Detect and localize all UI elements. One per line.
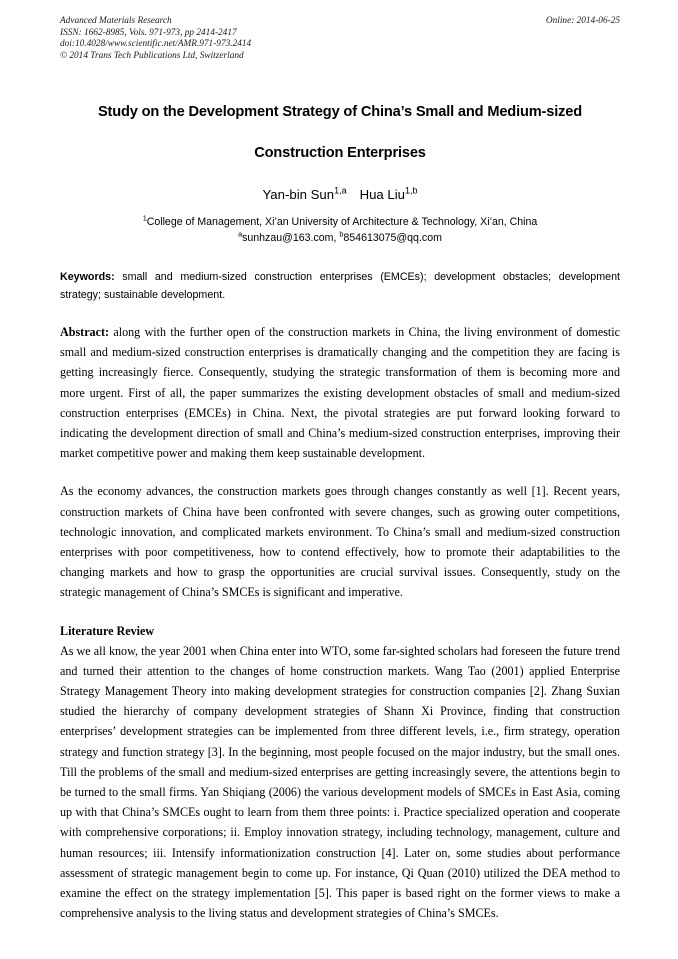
author-email-2: 854613075@qq.com	[343, 231, 442, 244]
paper-title	[60, 92, 620, 174]
online-publication-date: Online: 2014-06-25	[545, 16, 620, 26]
keywords-section	[60, 269, 620, 304]
affiliation-institution: College of Management, Xi’an University of Architecture & Technology, Xi’an, China	[146, 216, 538, 228]
journal-masthead	[60, 16, 620, 66]
issn-volume-pages: ISSN: 1662-8985, Vols. 971-973, pp 2414-2417	[60, 27, 237, 38]
abstract-text: along with the further open of the construction markets in China, the living environment of domestic small and medium-sized construction enterprises is dramatically changing and the competition they are facing is getting increasingly fierce. Consequently, studying the strategic transformation of them is becoming more and more urgent. First of all, the paper summarizes the existing development obstacles of small and medium-sized construction enterprises (EMCEs) in China. Next, the pivotal strategies are put forward looking forward to indicating the development direction of small and China’s medium-sized construction enterprises, improving their market competitive power and making them keep sustainable development.	[60, 325, 620, 461]
copyright-line: © 2014 Trans Tech Publications Ltd, Switzerland	[60, 50, 244, 61]
author-name-1: Yan-bin Sun	[262, 187, 335, 202]
author-affiliation-marker-1: 1,a	[334, 185, 347, 196]
email-marker-a: a	[238, 228, 243, 238]
keywords-label: Keywords:	[60, 271, 115, 283]
author-email-1: sunhzau@163.com,	[242, 231, 340, 244]
affiliation-email-line	[60, 228, 620, 247]
author-list	[60, 186, 620, 204]
journal-name: Advanced Materials Research	[60, 16, 172, 26]
doi-line: doi:10.4028/www.scientific.net/AMR.971-973.2414	[60, 39, 252, 50]
masthead-left-block	[60, 16, 480, 62]
paper-title-line-1: Study on the Development Strategy of China’s Small and Medium-sized	[97, 104, 583, 120]
abstract-section	[60, 322, 620, 463]
affiliation-block	[60, 215, 620, 246]
page-content	[60, 16, 620, 923]
author-affiliation-marker-2: 1,b	[405, 185, 418, 196]
email-marker-b: b	[339, 228, 344, 238]
literature-review-paragraph: As we all know, the year 2001 when China enter into WTO, some far-sighted scholars had foreseen the future trend and turned their attention to the changes of home construction markets. Wang Tao (2001) applied Enterprise Strategy Management Theory into making development strategies for construction companies [2]. Zhang Suxian studied the hierarchy of company development strategies of Shann Xi Province, finding that construction enterprises’ development strategies can be implemented from three different levels, i.e., firm strategy, operation strategy and function strategy [3]. In the beginning, most people focused on the major industry, but the small ones. Till the problems of the small and medium-sized enterprises are getting increasingly severe, the attentions begin to be turned to the small firms. Yan Shiqiang (2006) the various development models of SMCEs in East Asia, coming up with that China’s SMCEs ought to learn from them three points: i. Practice specialized operation and cooperate with comprehensive corporations; ii. Employ innovation strategy, including technology, management, culture and human resources; iii. Intensify informationization construction [4]. Later on, some studies about performance assessment of strategic management begin to come up. For instance, Qi Quan (2010) utilized the DEA method to examine the effect on the strategy implementation [5]. This paper is based right on the former views to make a comprehensive analysis to the living status and development strategies of China’s SMCEs.	[60, 643, 620, 921]
abstract-label: Abstract:	[60, 325, 110, 339]
paper-title-line-2: Construction Enterprises	[254, 145, 426, 161]
author-name-2: Hua Liu	[359, 187, 406, 202]
keywords-text: small and medium-sized construction enterprises (EMCEs); development obstacles; development strategy; sustainable development.	[60, 271, 620, 301]
literature-review-heading: Literature Review	[60, 623, 155, 638]
affiliation-marker: 1	[142, 213, 147, 223]
introduction-paragraph: As the economy advances, the construction markets goes through changes constantly as well [1]. Recent years, construction markets of China have been confronted with severe changes, such as growing outer competitions, technologic innovation, and complicated markets environment. To China’s small and medium-sized construction enterprises with poor competitiveness, how to contend effectively, how to promote their adaptabilities to the changing markets and how to grasp the opportunities are crucial survival issues. Consequently, study on the strategic management of China’s SMCEs is significant and imperative.	[60, 484, 620, 600]
